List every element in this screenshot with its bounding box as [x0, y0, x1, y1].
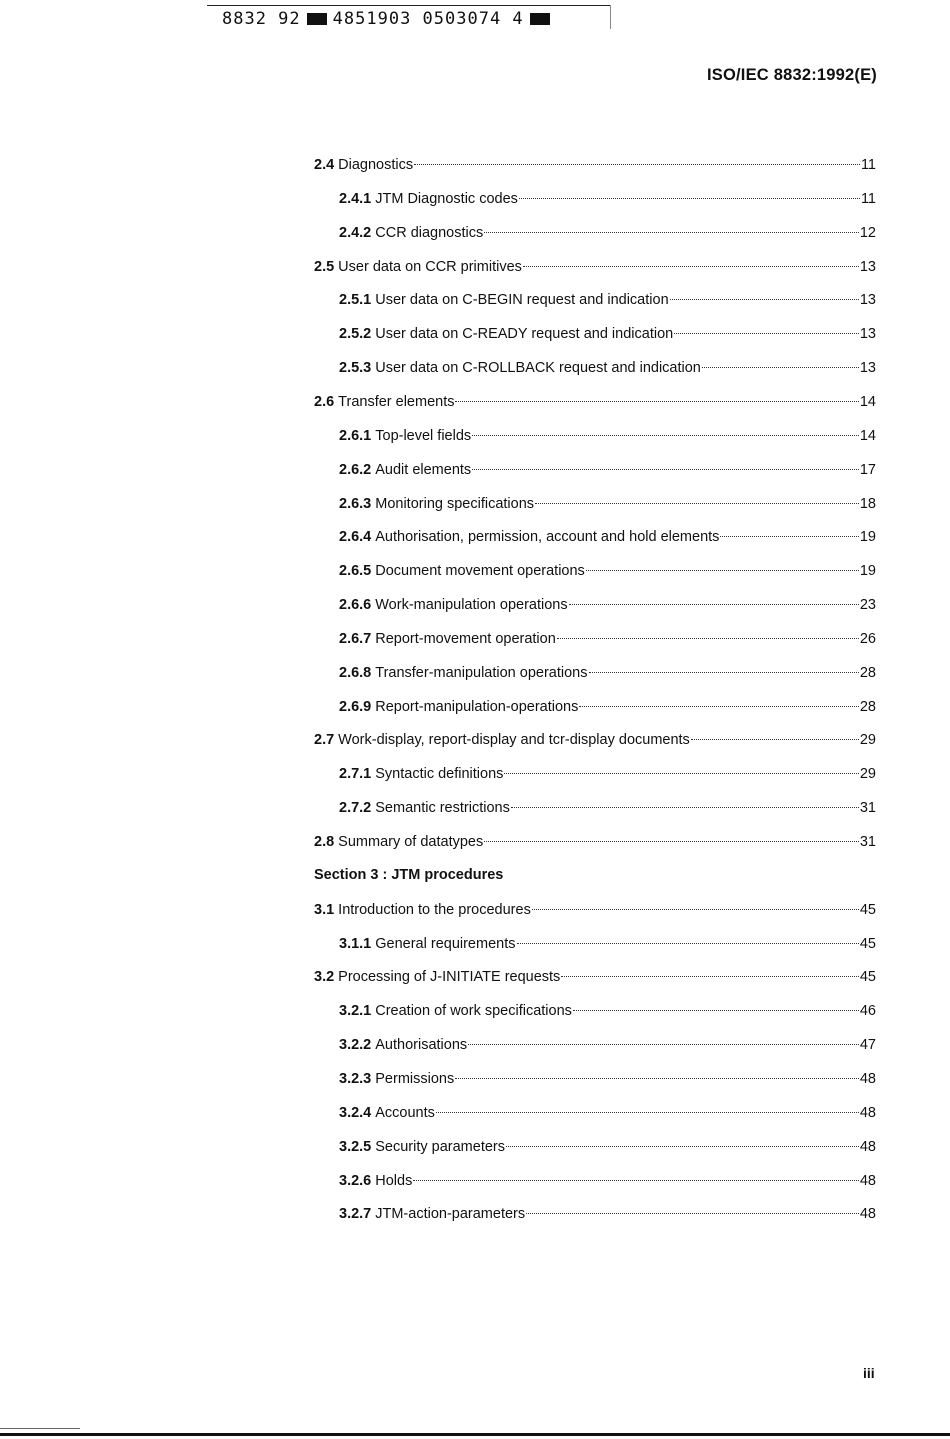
toc-entry-page: 23 — [859, 597, 876, 613]
toc-entry[interactable] — [339, 698, 876, 716]
toc-entry-number: 2.5.1 — [339, 292, 372, 308]
toc-entry[interactable] — [339, 190, 876, 208]
bottom-rule-short — [0, 1428, 80, 1429]
toc-entry-title: Authorisations — [375, 1037, 468, 1053]
toc-entry-title: Accounts — [375, 1105, 435, 1121]
dot-leader — [468, 1044, 859, 1045]
toc-entry-number: 2.4.2 — [339, 225, 372, 241]
toc-entry-number: 2.6 — [314, 394, 335, 410]
toc-entry[interactable] — [314, 968, 876, 986]
toc-entry-page: 13 — [859, 292, 876, 308]
toc-entry-page: 11 — [860, 191, 876, 207]
toc-entry-page: 48 — [859, 1071, 876, 1087]
toc-entry-number: 2.6.4 — [339, 529, 372, 545]
toc-entry-title: Diagnostics — [338, 157, 414, 173]
toc-entry-number: 2.4 — [314, 157, 335, 173]
toc-entry-title: JTM Diagnostic codes — [375, 191, 518, 207]
dot-leader — [702, 367, 859, 368]
toc-entry[interactable] — [339, 1036, 876, 1054]
toc-entry-page: 13 — [859, 326, 876, 342]
toc-entry[interactable] — [314, 731, 876, 749]
toc-entry[interactable] — [339, 1205, 876, 1223]
toc-entry-page: 45 — [859, 969, 876, 985]
toc-entry-title: User data on C-ROLLBACK request and indication — [375, 360, 701, 376]
toc-entry[interactable] — [314, 258, 876, 276]
toc-entry-number: 2.6.3 — [339, 496, 372, 512]
toc-entry-page: 48 — [859, 1105, 876, 1121]
toc-entry[interactable] — [314, 833, 876, 851]
toc-entry-title: Audit elements — [375, 462, 472, 478]
toc-entry[interactable] — [339, 1104, 876, 1122]
toc-entry-number: 2.6.9 — [339, 699, 372, 715]
toc-entry-page: 31 — [859, 834, 876, 850]
toc-entry-number: 3.2.7 — [339, 1206, 372, 1222]
toc-entry-title: User data on C-READY request and indication — [375, 326, 674, 342]
standard-id: ISO/IEC 8832:1992(E) — [707, 66, 877, 84]
dot-leader — [674, 333, 859, 334]
toc-entry[interactable] — [339, 562, 876, 580]
dot-leader — [484, 232, 859, 233]
toc-entry-page: 46 — [859, 1003, 876, 1019]
toc-entry-number: 2.6.2 — [339, 462, 372, 478]
toc-entry-title: Processing of J-INITIATE requests — [338, 969, 561, 985]
toc-entry[interactable] — [339, 291, 876, 309]
toc-entry[interactable] — [339, 359, 876, 377]
toc-entry-title: User data on C-BEGIN request and indication — [375, 292, 669, 308]
toc-entry[interactable] — [339, 528, 876, 546]
toc-entry-page: 13 — [859, 259, 876, 275]
toc-entry-title: Report-movement operation — [375, 631, 556, 647]
toc-entry-title: General requirements — [375, 936, 516, 952]
toc-entry[interactable] — [339, 427, 876, 445]
toc-entry-number: 3.2.5 — [339, 1139, 372, 1155]
scan-code-part-2: 4851903 0503074 4 — [332, 9, 524, 29]
dot-leader — [573, 1010, 859, 1011]
dot-leader — [720, 536, 858, 537]
toc-entry-title: Monitoring specifications — [375, 496, 535, 512]
dot-leader — [472, 469, 859, 470]
toc-entry-page: 19 — [859, 563, 876, 579]
toc-entry-number: 2.8 — [314, 834, 335, 850]
dot-leader — [455, 401, 858, 402]
dot-leader — [523, 266, 859, 267]
dot-leader — [532, 909, 859, 910]
toc-entry[interactable] — [339, 325, 876, 343]
dot-leader — [526, 1213, 859, 1214]
toc-entry-number: 3.2 — [314, 969, 335, 985]
dot-leader — [589, 672, 859, 673]
toc-entry[interactable] — [339, 664, 876, 682]
bottom-rule — [0, 1433, 950, 1436]
toc-entry-number: 3.1 — [314, 902, 335, 918]
toc-entry[interactable] — [339, 799, 876, 817]
toc-entry-title: Introduction to the procedures — [338, 902, 531, 918]
page-number: iii — [863, 1365, 875, 1381]
toc-entry[interactable] — [339, 630, 876, 648]
toc-entry-title: JTM-action-parameters — [375, 1206, 526, 1222]
toc-entry-page: 11 — [860, 157, 876, 173]
toc-entry-number: 2.7 — [314, 732, 335, 748]
dot-leader — [413, 1180, 859, 1181]
toc-entry-title: Creation of work specifications — [375, 1003, 572, 1019]
toc-entry-page: 45 — [859, 902, 876, 918]
toc-entry-title: Transfer elements — [338, 394, 455, 410]
toc-entry-title: Security parameters — [375, 1139, 505, 1155]
dot-leader — [511, 807, 859, 808]
toc-entry-page: 14 — [859, 394, 876, 410]
toc-entry-page: 17 — [859, 462, 876, 478]
toc-entry-number: 2.6.5 — [339, 563, 372, 579]
toc-entry-number: 2.6.8 — [339, 665, 372, 681]
toc-entry-page: 48 — [859, 1206, 876, 1222]
toc-entry-number: 2.7.1 — [339, 766, 372, 782]
toc-entry-page: 45 — [859, 936, 876, 952]
toc-entry-page: 29 — [859, 732, 876, 748]
toc-entry-page: 18 — [859, 496, 876, 512]
toc-entry-number: 3.2.4 — [339, 1105, 372, 1121]
toc-entry-number: 2.5.2 — [339, 326, 372, 342]
dot-leader — [586, 570, 859, 571]
toc-entry[interactable] — [339, 1172, 876, 1190]
toc-entry-title: Semantic restrictions — [375, 800, 510, 816]
dot-leader — [579, 706, 858, 707]
toc-entry-page: 13 — [859, 360, 876, 376]
toc-entry-title: Transfer-manipulation operations — [375, 665, 588, 681]
dot-leader — [455, 1078, 859, 1079]
dot-leader — [414, 164, 860, 165]
toc-entry-title: CCR diagnostics — [375, 225, 484, 241]
toc-entry-title: Authorisation, permission, account and hold elements — [375, 529, 720, 545]
toc-entry-title: Permissions — [375, 1071, 455, 1087]
toc-entry-page: 26 — [859, 631, 876, 647]
toc-entry-number: 2.6.6 — [339, 597, 372, 613]
toc-entry-number: 2.4.1 — [339, 191, 372, 207]
dot-leader — [519, 198, 860, 199]
toc-entry-number: 3.2.1 — [339, 1003, 372, 1019]
dot-leader — [506, 1146, 859, 1147]
toc-entry-title: Holds — [375, 1173, 413, 1189]
toc-entry-title: Syntactic definitions — [375, 766, 504, 782]
toc-entry-title: Summary of datatypes — [338, 834, 484, 850]
toc-entry-page: 48 — [859, 1139, 876, 1155]
toc-entry[interactable] — [339, 1070, 876, 1088]
dot-leader — [569, 604, 859, 605]
dot-leader — [472, 435, 859, 436]
dot-leader — [517, 943, 859, 944]
toc-entry[interactable] — [339, 1002, 876, 1020]
toc-entry-title: Document movement operations — [375, 563, 585, 579]
toc-entry-number: 2.6.1 — [339, 428, 372, 444]
dot-leader — [535, 503, 859, 504]
dot-leader — [557, 638, 859, 639]
toc-entry[interactable] — [314, 393, 876, 411]
toc-entry[interactable] — [339, 224, 876, 242]
dot-leader — [670, 299, 859, 300]
dot-leader — [561, 976, 859, 977]
toc-entry-page: 28 — [859, 665, 876, 681]
dot-leader — [691, 739, 859, 740]
toc-entry-number: 2.6.7 — [339, 631, 372, 647]
scan-code-part-1: 8832 92 — [222, 9, 301, 29]
toc-entry-page: 14 — [859, 428, 876, 444]
toc-entry[interactable] — [339, 1138, 876, 1156]
toc-entry-page: 48 — [859, 1173, 876, 1189]
toc-entry[interactable] — [339, 596, 876, 614]
toc-entry-number: 2.5.3 — [339, 360, 372, 376]
toc-section-heading: Section 3 : JTM procedures — [314, 867, 504, 883]
toc-entry-number: 3.2.6 — [339, 1173, 372, 1189]
toc-entry-number: 3.1.1 — [339, 936, 372, 952]
toc-entry-title: User data on CCR primitives — [338, 259, 522, 275]
toc-entry-number: 2.5 — [314, 259, 335, 275]
toc-entry-title: Top-level fields — [375, 428, 472, 444]
toc-entry-page: 29 — [859, 766, 876, 782]
toc-entry[interactable] — [314, 156, 876, 174]
dot-leader — [504, 773, 858, 774]
toc-entry-title: Work-display, report-display and tcr-display documents — [338, 732, 690, 748]
dot-leader — [484, 841, 859, 842]
toc-entry[interactable] — [339, 935, 876, 953]
toc-entry-number: 2.7.2 — [339, 800, 372, 816]
toc-entry-page: 47 — [859, 1037, 876, 1053]
toc-entry-title: Report-manipulation-operations — [375, 699, 579, 715]
toc-entry[interactable] — [339, 495, 876, 513]
toc-entry-page: 31 — [859, 800, 876, 816]
toc-entry[interactable] — [339, 765, 876, 783]
toc-entry-page: 28 — [859, 699, 876, 715]
toc-entry-page: 19 — [859, 529, 876, 545]
toc-entry-number: 3.2.3 — [339, 1071, 372, 1087]
toc-entry-title: Work-manipulation operations — [375, 597, 568, 613]
toc-entry-number: 3.2.2 — [339, 1037, 372, 1053]
toc-entry[interactable] — [314, 901, 876, 919]
toc-entry-page: 12 — [859, 225, 876, 241]
toc-entry[interactable] — [339, 461, 876, 479]
dot-leader — [436, 1112, 859, 1113]
